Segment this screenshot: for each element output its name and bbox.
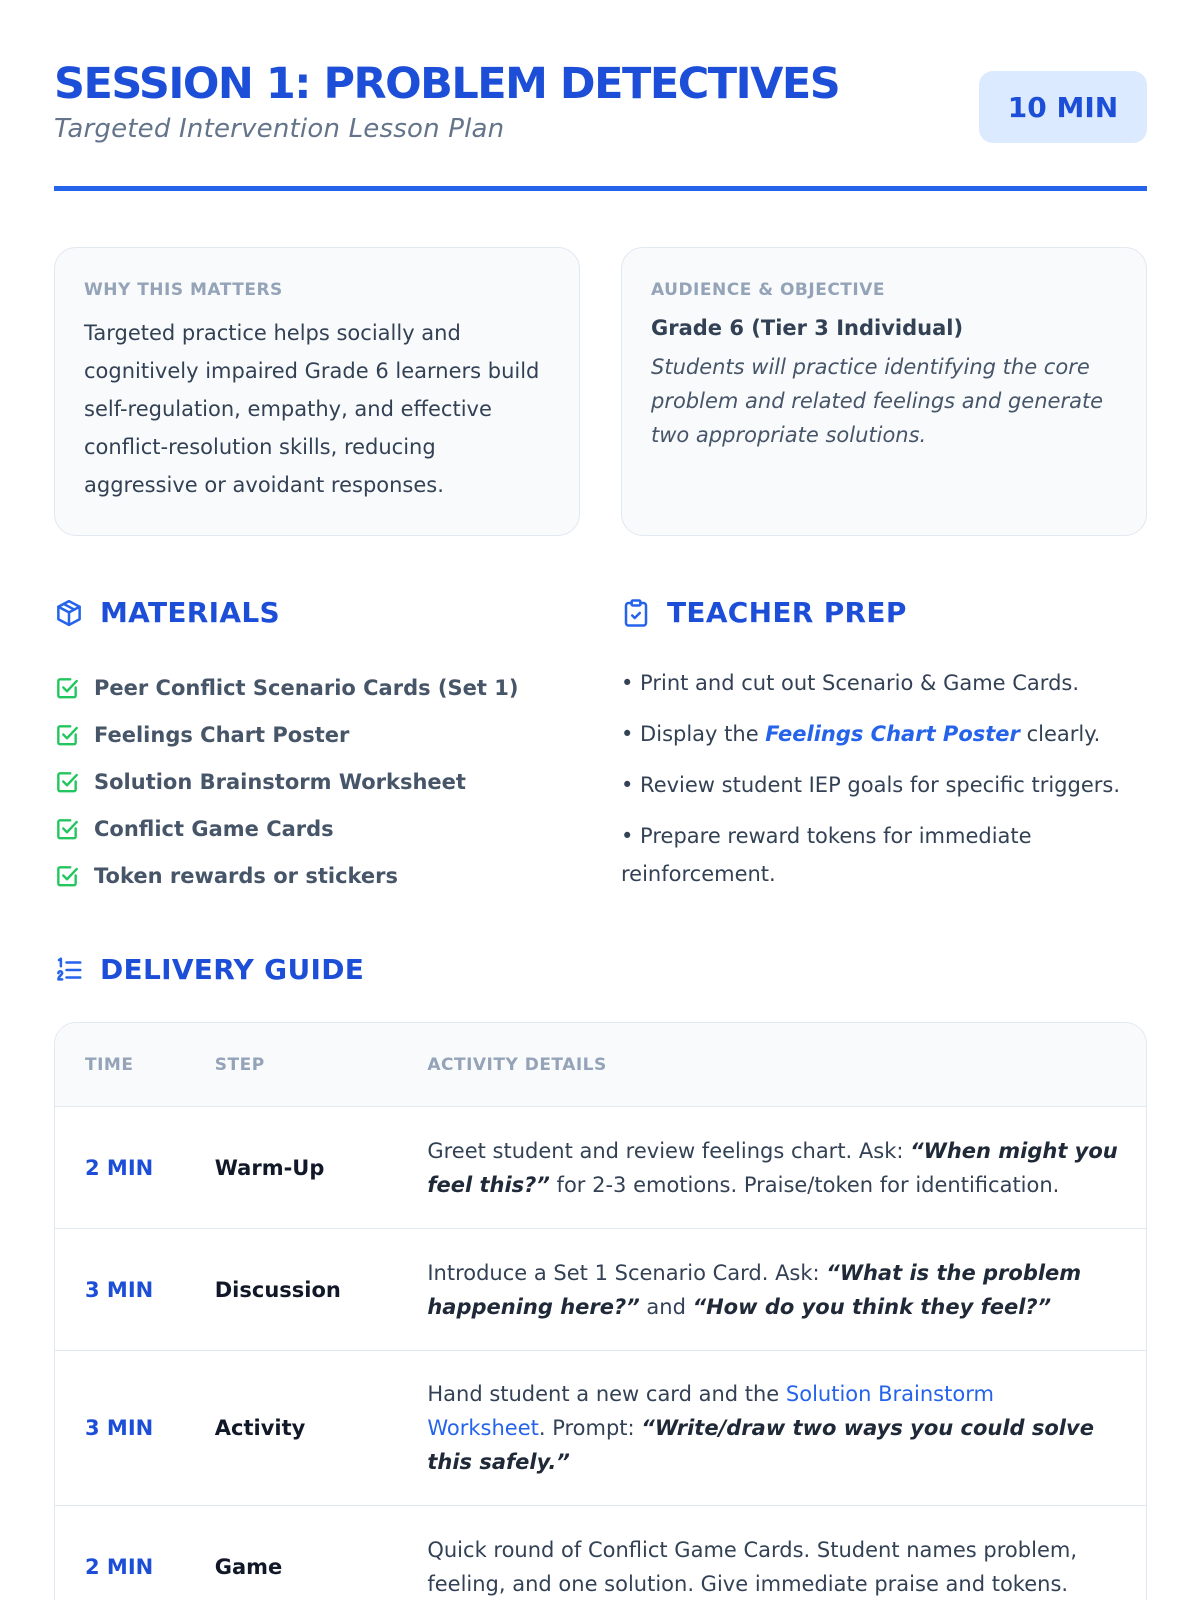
check-square-icon <box>54 722 80 748</box>
table-row <box>55 1107 1146 1229</box>
why-card-label: WHY THIS MATTERS <box>84 280 283 300</box>
row-details: Introduce a Set 1 Scenario Card. Ask: “What is the problem happening here?” and “How do you think they feel?” <box>427 1260 1082 1319</box>
numbered-list-icon <box>54 955 84 985</box>
why-card-body: Targeted practice helps socially and cognitively impaired Grade 6 learners build self-regulation, empathy, and effective conflict-resolution skills, reducing aggressive or avoidant responses. <box>84 321 540 497</box>
audience-card <box>621 247 1147 536</box>
row-time: 2 MIN <box>85 1155 154 1180</box>
delivery-title: DELIVERY GUIDE <box>100 953 365 986</box>
row-step: Warm-Up <box>214 1155 325 1180</box>
column-header-details: ACTIVITY DETAILS <box>427 1054 607 1075</box>
header-divider <box>54 186 1147 191</box>
list-item: • Display the Feelings Chart Poster clearly. <box>621 722 1101 746</box>
audience-text: Grade 6 (Tier 3 Individual) <box>651 316 964 340</box>
row-time: 3 MIN <box>85 1277 154 1302</box>
list-item: • Review student IEP goals for specific triggers. <box>621 773 1121 797</box>
duration-badge: 10 MIN <box>979 71 1147 143</box>
list-item <box>54 664 518 711</box>
materials-list <box>54 664 518 899</box>
list-item: • Print and cut out Scenario & Game Cards. <box>621 671 1080 695</box>
row-step: Game <box>214 1554 283 1579</box>
table-row <box>55 1351 1146 1506</box>
row-details: Quick round of Conflict Game Cards. Student names problem, feeling, and one solution. Give immediate praise and tokens. <box>427 1537 1077 1596</box>
box-icon <box>54 598 84 628</box>
row-step: Activity <box>214 1416 306 1440</box>
row-details: Hand student a new card and the Solution Brainstorm Worksheet. Prompt: “Write/draw two ways you could solve this safely.” <box>427 1382 1094 1474</box>
column-header-time: TIME <box>85 1054 134 1075</box>
material-label: Feelings Chart Poster <box>94 722 350 747</box>
table-row <box>55 1229 1146 1351</box>
check-square-icon <box>54 769 80 795</box>
page-subtitle: Targeted Intervention Lesson Plan <box>54 114 505 144</box>
list-item <box>54 711 518 758</box>
table-header <box>55 1023 1146 1107</box>
list-item <box>54 758 518 805</box>
material-label: Solution Brainstorm Worksheet <box>94 769 466 794</box>
delivery-table <box>54 1022 1147 1600</box>
list-item <box>54 852 518 899</box>
audience-card-label: AUDIENCE & OBJECTIVE <box>651 280 885 300</box>
row-time: 2 MIN <box>85 1554 154 1579</box>
list-item <box>54 805 518 852</box>
why-card <box>54 247 580 536</box>
worksheet-link[interactable]: Solution Brainstorm Worksheet <box>427 1382 994 1440</box>
column-header-step: STEP <box>214 1054 265 1075</box>
list-item: • Prepare reward tokens for immediate reinforcement. <box>621 824 1032 886</box>
teacher-prep-list <box>621 664 1147 906</box>
page-title: SESSION 1: PROBLEM DETECTIVES <box>54 59 840 109</box>
material-label: Peer Conflict Scenario Cards (Set 1) <box>94 675 519 700</box>
row-details: Greet student and review feelings chart. Ask: “When might you feel this?” for 2-3 emotions. Praise/token for identification. <box>427 1138 1118 1197</box>
objective-text: Students will practice identifying the core problem and related feelings and generate two appropriate solutions. <box>651 355 1104 447</box>
delivery-heading <box>54 953 364 986</box>
check-square-icon <box>54 816 80 842</box>
row-time: 3 MIN <box>85 1416 154 1440</box>
table-row <box>55 1506 1146 1600</box>
check-square-icon <box>54 863 80 889</box>
check-square-icon <box>54 675 80 701</box>
material-label: Conflict Game Cards <box>94 816 334 841</box>
teacher-prep-title: TEACHER PREP <box>667 596 907 629</box>
row-step: Discussion <box>214 1277 341 1302</box>
clipboard-check-icon <box>621 598 651 628</box>
page-header <box>54 56 1147 144</box>
materials-heading <box>54 596 280 629</box>
teacher-prep-heading <box>621 596 907 629</box>
feelings-chart-link[interactable]: Feelings Chart Poster <box>765 722 1020 746</box>
material-label: Token rewards or stickers <box>94 863 399 888</box>
materials-title: MATERIALS <box>100 596 280 629</box>
